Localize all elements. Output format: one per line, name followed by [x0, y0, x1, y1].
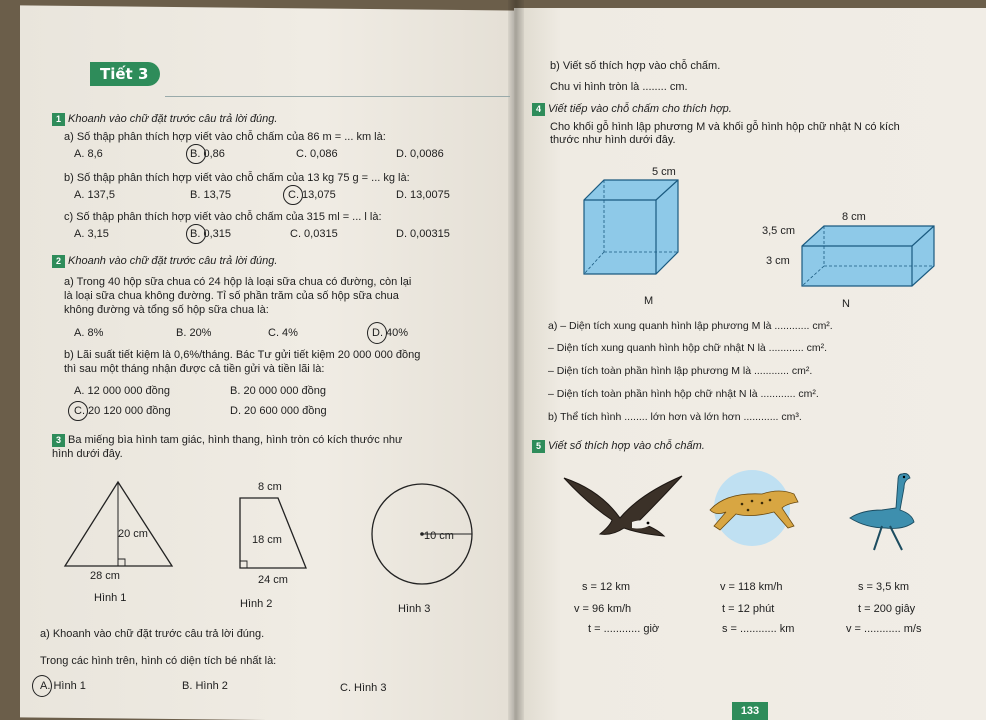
fig2-height: 18 cm	[252, 534, 282, 546]
book-gutter	[508, 0, 524, 720]
q5-col3-line2: t = 200 giây	[858, 603, 916, 615]
q4a-line-2: – Diện tích xung quanh hình hộp chữ nhật N là ............ cm².	[548, 342, 828, 354]
q2a-opt-b[interactable]: B. 20%	[176, 327, 212, 339]
q4a-line-1: a) – Diện tích xung quanh hình lập phương M là ............ cm².	[548, 320, 833, 332]
triangle-figure	[60, 478, 180, 573]
q3-line-2: hình dưới đây.	[52, 448, 123, 460]
q2a-opt-d[interactable]: D. 40%	[372, 327, 409, 339]
q3-number: 3	[52, 434, 65, 447]
fig3-radius: 10 cm	[424, 530, 454, 542]
q2a-opt-a[interactable]: A. 8%	[74, 327, 104, 339]
q1b-opt-d[interactable]: D. 13,0075	[396, 189, 450, 201]
q1b-text: b) Số thập phân thích hợp viết vào chỗ chấm của 13 kg 75 g = ... kg là:	[64, 172, 410, 184]
q2b-opt-a[interactable]: A. 12 000 000 đồng	[74, 385, 171, 397]
cheetah-illustration	[702, 468, 806, 550]
q5-col2-line2: t = 12 phút	[722, 603, 775, 615]
ostrich-illustration	[842, 470, 932, 554]
q4-line-1: Cho khối gỗ hình lập phương M và khối gỗ hình hộp chữ nhật N có kích	[550, 121, 900, 133]
q5-col1-line3: t = ............ giờ	[588, 623, 660, 635]
q1c-opt-b[interactable]: B. 0,315	[190, 228, 231, 240]
q3-opt-a[interactable]: A. Hình 1	[40, 680, 86, 692]
q1b-opt-b[interactable]: B. 13,75	[190, 189, 231, 201]
q5-col2-line3: s = ............ km	[722, 623, 795, 635]
fig1-caption: Hình 1	[94, 592, 127, 604]
q2b-line-1: b) Lãi suất tiết kiệm là 0,6%/tháng. Bác Tư gửi tiết kiệm 20 000 000 đồng	[64, 349, 421, 361]
q3-opt-b[interactable]: B. Hình 2	[182, 680, 228, 692]
chu-vi-line: Chu vi hình tròn là ........ cm.	[550, 81, 688, 93]
q5-col3-line1: s = 3,5 km	[858, 581, 910, 593]
q1a-opt-b[interactable]: B. 0,86	[190, 148, 225, 160]
q1c-opt-d[interactable]: D. 0,00315	[396, 228, 450, 240]
q1b-opt-c[interactable]: C. 13,075	[288, 189, 336, 201]
box-figure	[800, 224, 940, 290]
fig2-caption: Hình 2	[240, 598, 273, 610]
q2b-opt-c[interactable]: C. 20 120 000 đồng	[74, 405, 171, 417]
q2b-opt-d[interactable]: D. 20 600 000 đồng	[230, 405, 327, 417]
q2b-opt-b[interactable]: B. 20 000 000 đồng	[230, 385, 327, 397]
answer-circle	[32, 675, 52, 697]
answer-circle	[283, 185, 303, 205]
q4a-line-4: – Diện tích toàn phần hình hộp chữ nhật N là ............ cm².	[548, 388, 819, 400]
answer-circle	[367, 322, 387, 344]
box-name: N	[842, 298, 850, 310]
fig3-caption: Hình 3	[398, 603, 431, 615]
q2a-opt-c[interactable]: C. 4%	[268, 327, 298, 339]
answer-circle	[68, 401, 88, 421]
box-width-label: 3,5 cm	[762, 225, 796, 237]
q1c-opt-a[interactable]: A. 3,15	[74, 228, 109, 240]
q1c-text: c) Số thập phân thích hợp viết vào chỗ chấm của 315 ml = ... l là:	[64, 211, 382, 223]
fig2-bottom: 24 cm	[258, 574, 288, 586]
right-part-b: b) Viết số thích hợp vào chỗ chấm.	[550, 60, 721, 72]
cube-figure	[582, 178, 692, 290]
cube-edge-label: 5 cm	[652, 166, 676, 178]
page-number: 133	[732, 702, 768, 720]
q2-prompt: Khoanh vào chữ đặt trước câu trả lời đúng.	[68, 255, 278, 267]
q2b-line-2: thì sau một tháng nhận được cả tiền gửi và tiền lãi là:	[64, 363, 325, 375]
q4-line-2: thước như hình dưới đây.	[550, 134, 676, 146]
circle-figure	[368, 480, 478, 590]
q4-prompt: Viết tiếp vào chỗ chấm cho thích hợp.	[548, 103, 732, 115]
q5-prompt: Viết số thích hợp vào chỗ chấm.	[548, 440, 705, 452]
q2a-line-1: a) Trong 40 hộp sữa chua có 24 hộp là loại sữa chua có đường, còn lại	[64, 276, 412, 288]
q1b-opt-a[interactable]: A. 137,5	[74, 189, 115, 201]
fig2-top: 8 cm	[258, 481, 282, 493]
q4a-line-3: – Diện tích toàn phần hình lập phương M là ............ cm².	[548, 365, 813, 377]
q2-number: 2	[52, 255, 65, 268]
fig1-base: 28 cm	[90, 570, 120, 582]
q1a-opt-c[interactable]: C. 0,086	[296, 148, 338, 160]
answer-circle	[186, 144, 206, 164]
q3-line-1: Ba miếng bìa hình tam giác, hình thang, hình tròn có kích thước như	[68, 434, 403, 446]
q4-number: 4	[532, 103, 545, 116]
q3-opt-c[interactable]: C. Hình 3	[340, 682, 387, 694]
q5-col1-line1: s = 12 km	[582, 581, 630, 593]
box-height-label: 3 cm	[766, 255, 790, 267]
lesson-title: Tiết 3	[90, 62, 160, 86]
q1a-opt-d[interactable]: D. 0,0086	[396, 148, 444, 160]
q1a-opt-a[interactable]: A. 8,6	[74, 148, 103, 160]
q3a-question: Trong các hình trên, hình có diện tích bé nhất là:	[40, 655, 277, 667]
q2a-line-2: là loại sữa chua không đường. Tỉ số phần trăm của số hộp sữa chua	[64, 290, 399, 302]
q4b-line: b) Thể tích hình ........ lớn hơn và lớn hơn ............ cm³.	[548, 411, 802, 423]
q5-col3-line3: v = ............ m/s	[846, 623, 922, 635]
q5-col2-line1: v = 118 km/h	[720, 581, 783, 593]
q1a-text: a) Số thập phân thích hợp viết vào chỗ chấm của 86 m = ... km là:	[64, 131, 386, 143]
q2a-line-3: không đường và tổng số hộp sữa chua là:	[64, 304, 269, 316]
q1c-opt-c[interactable]: C. 0,0315	[290, 228, 338, 240]
eagle-illustration	[560, 470, 690, 550]
q1-prompt: Khoanh vào chữ đặt trước câu trả lời đúng.	[68, 113, 278, 125]
q5-col1-line2: v = 96 km/h	[574, 603, 632, 615]
fig1-height: 20 cm	[118, 528, 148, 540]
q5-number: 5	[532, 440, 545, 453]
answer-circle	[186, 224, 206, 244]
cube-name: M	[644, 295, 654, 307]
q3a-text: a) Khoanh vào chữ đặt trước câu trả lời đúng.	[40, 628, 265, 640]
q1-number: 1	[52, 113, 65, 126]
header-rule	[165, 96, 510, 97]
box-length-label: 8 cm	[842, 211, 866, 223]
